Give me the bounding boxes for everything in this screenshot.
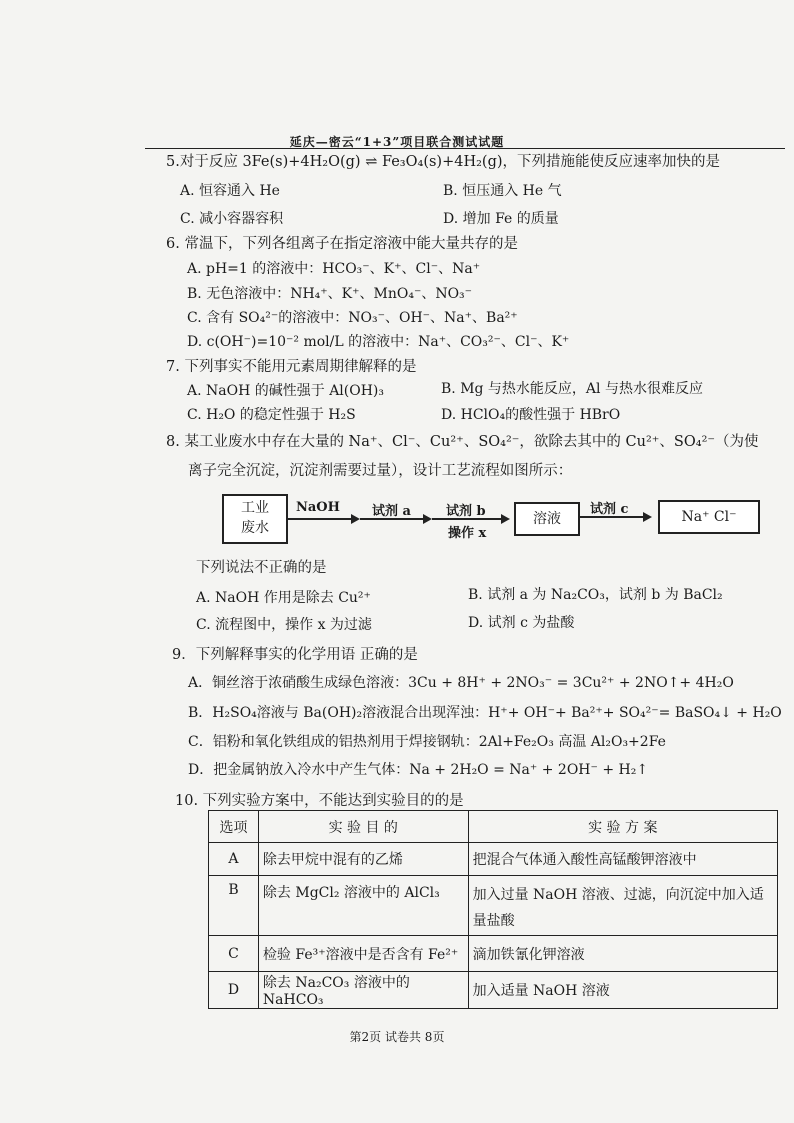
table-header-row <box>209 811 778 843</box>
row-c-purpose: 检验 Fe³⁺溶液中是否含有 Fe²⁺ <box>258 936 468 972</box>
q10-stem: 10. 下列实验方案中，不能达到实验目的的是 <box>175 793 464 809</box>
flow-arrow-2 <box>360 518 430 520</box>
q8-option-b: B. 试剂 a 为 Na₂CO₃，试剂 b 为 BaCl₂ <box>468 587 723 603</box>
row-d-option: D <box>209 972 259 1009</box>
row-d-plan: 加入适量 NaOH 溶液 <box>468 972 777 1009</box>
table-row <box>209 843 778 876</box>
process-flow-diagram <box>222 494 762 544</box>
flow-arrow-3 <box>432 518 508 520</box>
flow-arrow2-label: 试剂 a <box>372 504 411 519</box>
row-a-purpose: 除去甲烷中混有的乙烯 <box>258 843 468 876</box>
q5-option-d: D. 增加 Fe 的质量 <box>443 211 559 227</box>
q9-stem: 9．下列解释事实的化学用语 正确的是 <box>172 647 418 663</box>
header-plan: 实 验 方 案 <box>468 811 777 843</box>
q5-option-a: A. 恒容通入 He <box>180 183 280 199</box>
header-purpose: 实 验 目 的 <box>258 811 468 843</box>
row-b-plan: 加入过量 NaOH 溶液、过滤，向沉淀中加入适量盐酸 <box>468 876 777 936</box>
q6-option-d: D. c(OH⁻)=10⁻² mol/L 的溶液中：Na⁺、CO₃²⁻、Cl⁻、K⁺ <box>187 334 570 350</box>
q7-option-b: B. Mg 与热水能反应，Al 与热水很难反应 <box>441 381 703 397</box>
header-rule <box>145 148 785 149</box>
q8-stem-line1: 8. 某工业废水中存在大量的 Na⁺、Cl⁻、Cu²⁺、SO₄²⁻，欲除去其中的 Cu²⁺、SO₄²⁻（为使 <box>166 434 759 450</box>
q9-option-c: C．铝粉和氧化铁组成的铝热剂用于焊接钢轨：2Al+Fe₂O₃ 高温 Al₂O₃+2Fe <box>188 734 666 750</box>
flow-box-solution: 溶液 <box>514 502 580 536</box>
flow-box-wastewater-line1: 工业 <box>241 500 269 516</box>
q6-option-c: C. 含有 SO₄²⁻的溶液中：NO₃⁻、OH⁻、Na⁺、Ba²⁺ <box>187 310 518 326</box>
q5-option-b: B. 恒压通入 He 气 <box>443 183 562 199</box>
table-row <box>209 936 778 972</box>
q8-option-d: D. 试剂 c 为盐酸 <box>468 615 575 631</box>
row-b-purpose: 除去 MgCl₂ 溶液中的 AlCl₃ <box>258 876 468 936</box>
flow-arrow3-label-top: 试剂 b <box>446 504 486 519</box>
flow-box-product: Na⁺ Cl⁻ <box>658 500 760 534</box>
q8-option-a: A. NaOH 作用是除去 Cu²⁺ <box>196 590 371 606</box>
flow-arrow1-label: NaOH <box>296 500 340 515</box>
flow-arrow-1 <box>288 518 358 520</box>
row-a-plan: 把混合气体通入酸性高锰酸钾溶液中 <box>468 843 777 876</box>
row-d-purpose: 除去 Na₂CO₃ 溶液中的 NaHCO₃ <box>258 972 468 1009</box>
q6-option-a: A. pH=1 的溶液中：HCO₃⁻、K⁺、Cl⁻、Na⁺ <box>187 261 481 277</box>
q5-stem: 5.对于反应 3Fe(s)+4H₂O(g) ⇌ Fe₃O₄(s)+4H₂(g)，下列措施能使反应速率加快的是 <box>166 154 721 170</box>
row-a-option: A <box>209 843 259 876</box>
q7-option-a: A. NaOH 的碱性强于 Al(OH)₃ <box>187 383 385 399</box>
q6-option-b: B. 无色溶液中：NH₄⁺、K⁺、MnO₄⁻、NO₃⁻ <box>187 286 473 302</box>
q6-stem: 6. 常温下，下列各组离子在指定溶液中能大量共存的是 <box>166 236 518 252</box>
q8-prompt: 下列说法不正确的是 <box>196 560 327 576</box>
flow-arrow4-label: 试剂 c <box>590 502 629 517</box>
q9-option-b: B．H₂SO₄溶液与 Ba(OH)₂溶液混合出现浑浊：H⁺+ OH⁻+ Ba²⁺+ SO₄²⁻= BaSO₄↓ + H₂O <box>188 705 782 721</box>
q7-stem: 7. 下列事实不能用元素周期律解释的是 <box>166 359 417 375</box>
q8-option-c: C. 流程图中，操作 x 为过滤 <box>196 617 372 633</box>
q9-option-a: A．铜丝溶于浓硝酸生成绿色溶液：3Cu + 8H⁺ + 2NO₃⁻ = 3Cu²⁺ + 2NO↑+ 4H₂O <box>188 675 734 691</box>
table-row <box>209 876 778 936</box>
q7-option-c: C. H₂O 的稳定性强于 H₂S <box>187 407 356 423</box>
header-option: 选项 <box>209 811 259 843</box>
flow-arrow-4 <box>580 516 650 518</box>
row-b-option: B <box>209 876 259 936</box>
q5-option-c: C. 减小容器容积 <box>180 211 284 227</box>
row-c-option: C <box>209 936 259 972</box>
flow-box-wastewater <box>222 494 288 544</box>
flow-box-wastewater-line2: 废水 <box>241 520 269 536</box>
page-footer: 第2页 试卷共 8页 <box>349 1030 445 1044</box>
row-c-plan: 滴加铁氰化钾溶液 <box>468 936 777 972</box>
q9-option-d: D．把金属钠放入冷水中产生气体：Na + 2H₂O = Na⁺ + 2OH⁻ + H₂↑ <box>188 762 649 778</box>
page-header-title: 延庆—密云“1+3”项目联合测试试题 <box>289 135 505 149</box>
table-row <box>209 972 778 1009</box>
q8-stem-line2: 离子完全沉淀，沉淀剂需要过量），设计工艺流程如图所示： <box>188 463 573 479</box>
experiment-table <box>208 810 778 1009</box>
q7-option-d: D. HClO₄的酸性强于 HBrO <box>441 407 621 423</box>
flow-arrow3-label-bottom: 操作 x <box>448 526 487 541</box>
